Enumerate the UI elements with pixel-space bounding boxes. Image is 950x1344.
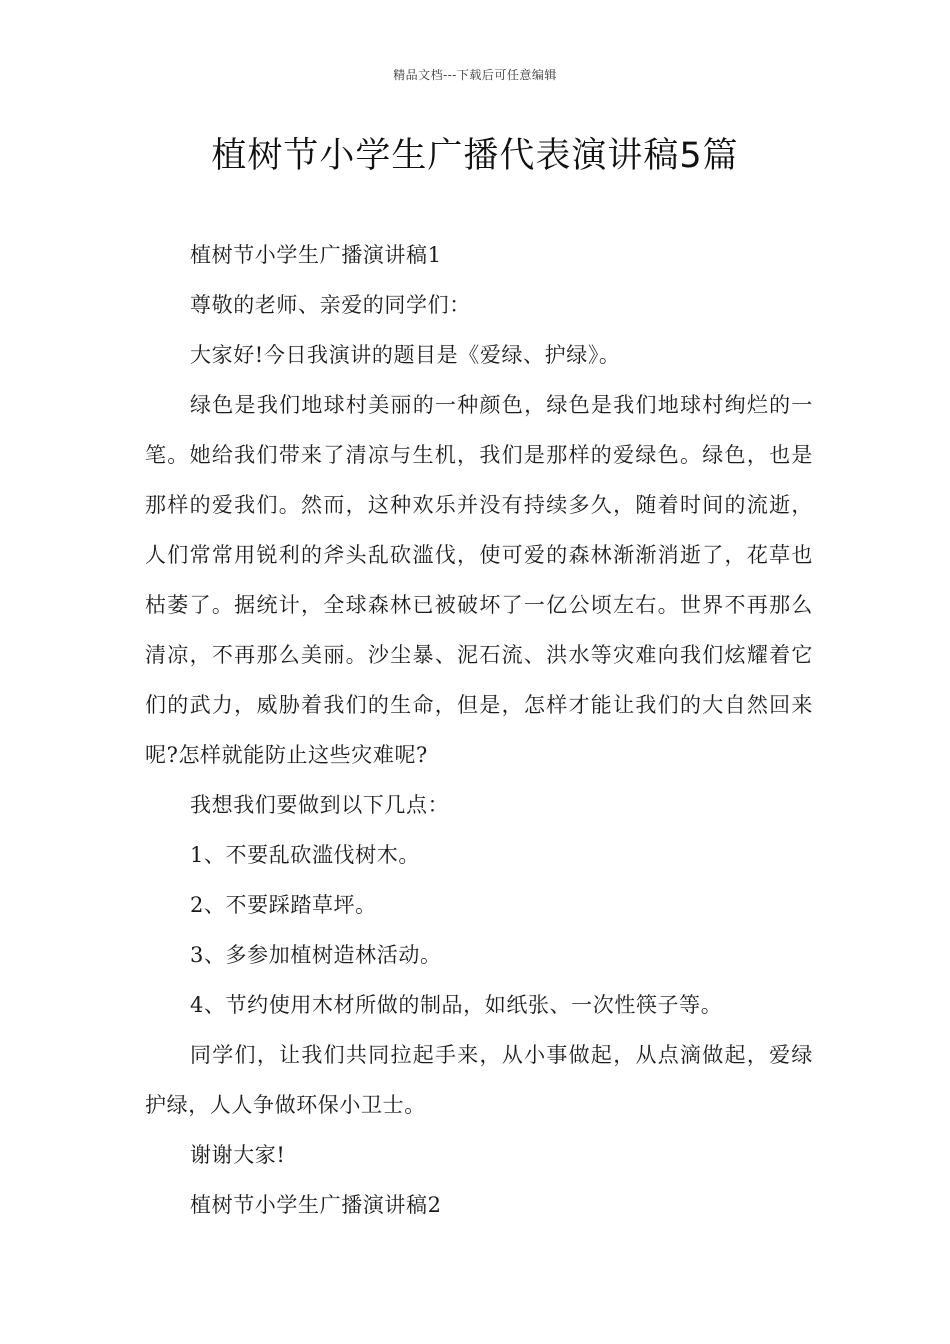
closing-paragraph: 同学们，让我们共同拉起手来，从小事做起，从点滴做起，爱绿护绿，人人争做环保小卫士。	[145, 1043, 813, 1117]
list-item: 1、不要乱砍滥伐树木。	[190, 843, 420, 867]
page-header-note: 精品文档---下载后可任意编辑	[393, 68, 557, 82]
section-heading-2: 植树节小学生广播演讲稿2	[190, 1193, 442, 1217]
section-heading-1: 植树节小学生广播演讲稿1	[190, 243, 442, 267]
greeting-paragraph: 大家好!今日我演讲的题目是《爱绿、护绿》。	[190, 343, 621, 367]
list-intro: 我想我们要做到以下几点：	[190, 793, 450, 817]
list-item: 3、多参加植树造林活动。	[190, 943, 442, 967]
document-title: 植树节小学生广播代表演讲稿5篇	[211, 136, 739, 176]
thanks-line: 谢谢大家!	[190, 1143, 286, 1167]
document-body	[145, 230, 813, 1230]
list-item: 2、不要踩踏草坪。	[190, 893, 377, 917]
list-item: 4、节约使用木材所做的制品，如纸张、一次性筷子等。	[190, 993, 723, 1017]
body-paragraph: 绿色是我们地球村美丽的一种颜色，绿色是我们地球村绚烂的一笔。她给我们带来了清凉与生机，我们是那样的爱绿色。绿色，也是那样的爱我们。然而，这种欢乐并没有持续多久，随着时间的流逝，人们常常用锐利的斧头乱砍滥伐，使可爱的森林渐渐消逝了，花草也枯萎了。据统计，全球森林已被破坏了一亿公顷左右。世界不再那么清凉，不再那么美丽。沙尘暴、泥石流、洪水等灾难向我们炫耀着它们的武力，威胁着我们的生命，但是，怎样才能让我们的大自然回来呢?怎样就能防止这些灾难呢?	[145, 393, 813, 767]
salutation: 尊敬的老师、亲爱的同学们：	[190, 293, 471, 317]
